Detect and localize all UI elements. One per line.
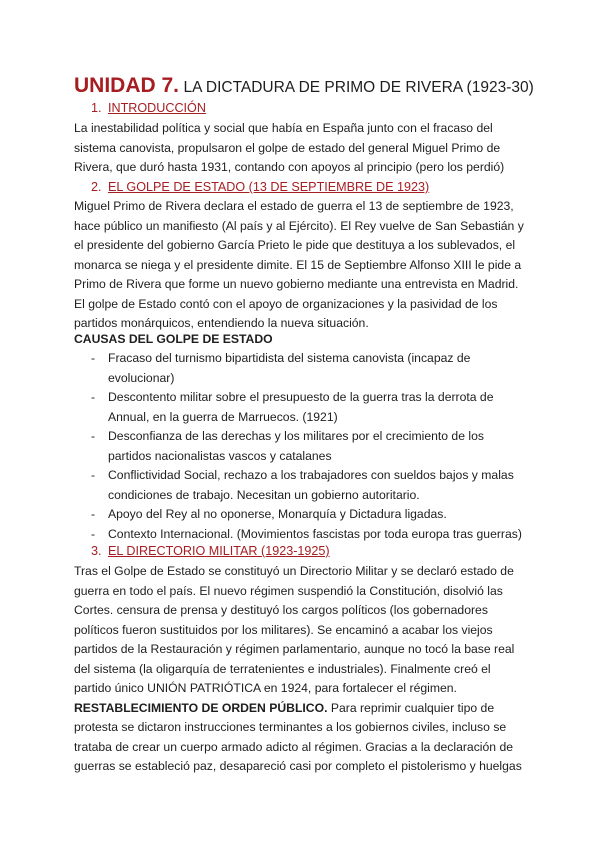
section-heading-directorio: 3. EL DIRECTORIO MILITAR (1923-1925) <box>91 544 330 558</box>
list-item: - Descontento militar sobre el presupuesto de la guerra tras la derrota de Annual, en la guerra de Marruecos. (1921) <box>91 390 494 424</box>
page-title <box>74 74 534 98</box>
orden-publico-line: RESTABLECIMIENTO DE ORDEN PÚBLICO. Para reprimir cualquier tipo de <box>74 700 495 715</box>
unit-number: UNIDAD 7. <box>74 74 180 97</box>
list-item: - Fracaso del turnismo bipartidista del sistema canovista (incapaz de evolucionar) <box>91 351 471 385</box>
list-item: - Conflictividad Social, rechazo a los trabajadores con sueldos bajos y malas condiciones de trabajo. Necesitan un gobierno autoritario. <box>91 468 514 502</box>
directorio-paragraph: Tras el Golpe de Estado se constituyó un Directorio Militar y se declaró estado de guerra en todo el país. El nuevo régimen suspendió la Constitución, disolvió las Cortes. censura de prensa y destituyó los cargos políticos (los gobernadores políticos fueron sustituidos por los militares). Se encaminó a acabar los viejos partidos de la Restauración y régimen parlamentario, aunque no tocó la base real del sistema (la oligarquía de terratenientes e industriales). Finalmente creó el partido único UNIÓN PATRIÓTICA en 1924, para fortalecer el régimen. RESTABLECIMIENTO DE ORDEN PÚBLICO. Para reprimir cualquier tipo de protesta se dictaron instrucciones terminantes a los gobiernos civiles, incluso se trataba de crear un cuerpo armado adicto al régimen. Gracias a la declaración de guerras se estableció paz, desapareció casi por completo el pistolerismo y huelgas <box>74 562 526 777</box>
orden-publico-heading: RESTABLECIMIENTO DE ORDEN PÚBLICO. <box>74 700 328 715</box>
section-heading-introduccion: 1. INTRODUCCIÓN <box>91 101 206 115</box>
list-item: - Desconfianza de las derechas y los militares por el crecimiento de los partidos nacionalistas vascos y catalanes <box>91 429 484 463</box>
unit-title: LA DICTADURA DE PRIMO DE RIVERA (1923-30) <box>183 79 534 96</box>
section-heading-golpe: 2. EL GOLPE DE ESTADO (13 DE SEPTIEMBRE DE 1923) <box>91 180 430 194</box>
causes-list <box>91 349 531 544</box>
causes-heading: CAUSAS DEL GOLPE DE ESTADO <box>74 332 273 346</box>
intro-paragraph: La inestabilidad política y social que había en España junto con el fracaso del sistema canovista, propulsaron el golpe de estado del general Miguel Primo de Rivera, que duró hasta 1931, contando con apoyos al principio (pero los perdió) <box>74 121 505 174</box>
list-item: - Contexto Internacional. (Movimientos fascistas por toda europa tras guerras) <box>91 526 522 541</box>
golpe-paragraph: Miguel Primo de Rivera declara el estado de guerra el 13 de septiembre de 1923, hace público un manifiesto (Al país y al Ejército). El Rey vuelve de San Sebastián y el presidente del gobierno García Prieto le pide que destituya a los sublevados, el monarca se niega y el presidente dimite. El 15 de Septiembre Alfonso XIII le pide a Primo de Rivera que forme un nuevo gobierno mediante una entrevista en Madrid. El golpe de Estado contó con el apoyo de organizaciones y la pasividad de los partidos monárquicos, entendiendo la nueva situación. <box>74 199 524 330</box>
list-item: - Apoyo del Rey al no oponerse, Monarquía y Dictadura ligadas. <box>91 507 447 521</box>
